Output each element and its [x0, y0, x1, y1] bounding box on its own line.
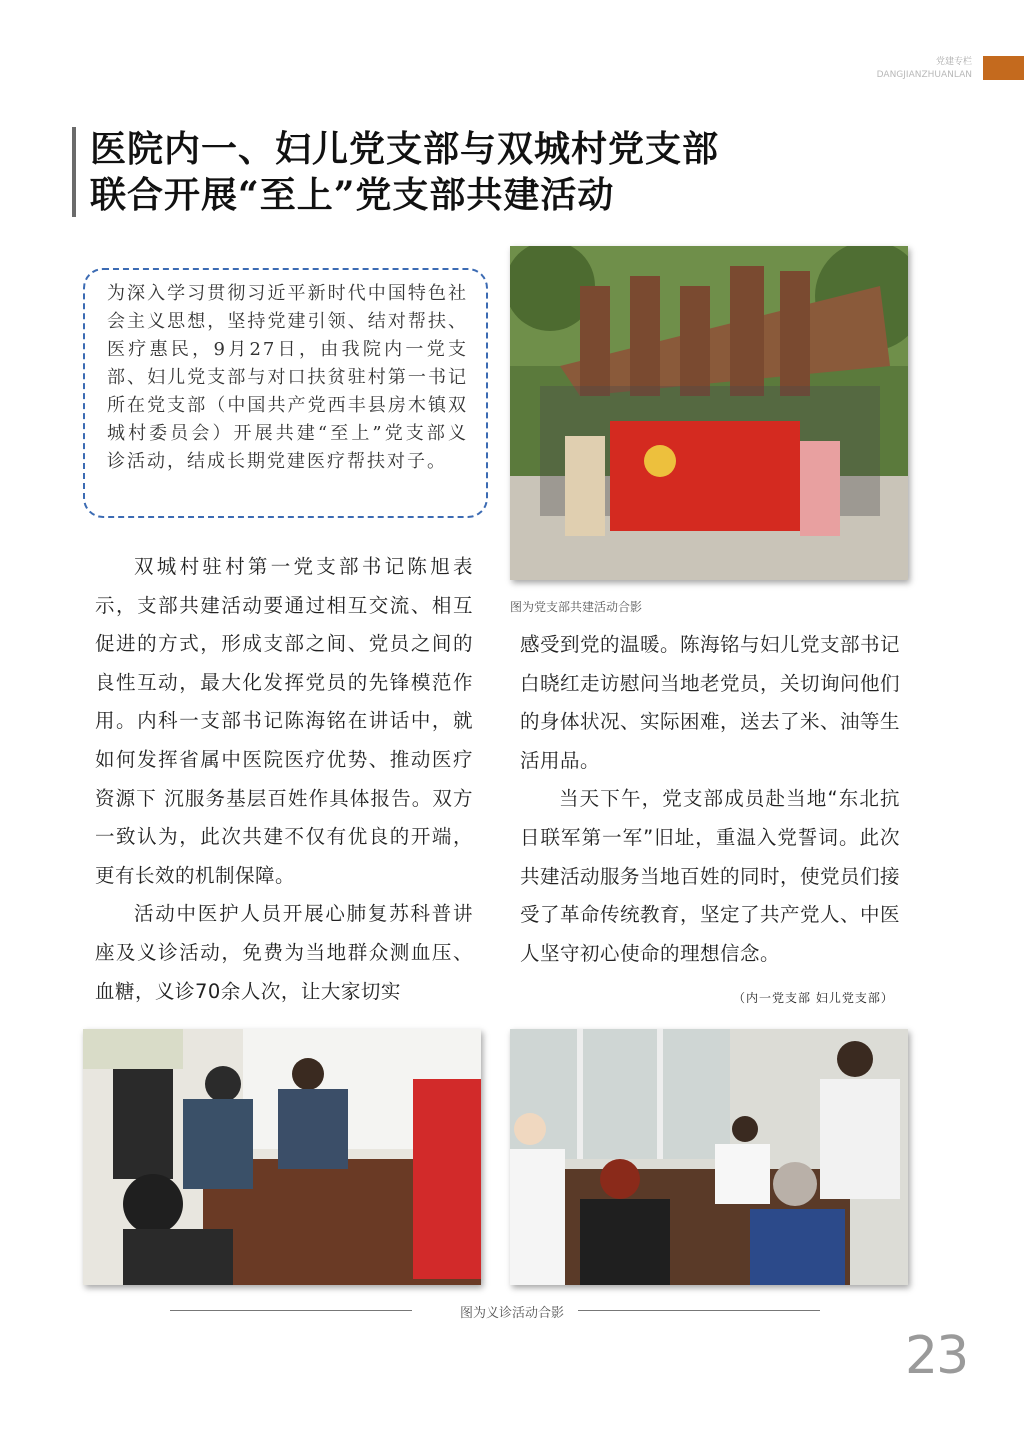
article-title [90, 126, 719, 218]
section-name-cn: 党建专栏 [935, 57, 972, 67]
title-accent-bar [72, 127, 76, 217]
body-paragraph: 双城村驻村第一党支部书记陈旭表示，支部共建活动要通过相互交流、相互促进的方式，形成支部之间、党员之间的良性互动，最大化发挥党员的先锋模范作用。内科一支部书记陈海铭在讲话中，就如何发挥省属中医院医疗优势、推动医疗资源下 沉服务基层百姓作具体报告。双方一致认为，此次共建不仅有优良的开端，更有长效的机制保障。 [95, 555, 473, 887]
group-photo [510, 246, 908, 580]
group-photo-caption: 图为党支部共建活动合影 [510, 600, 643, 614]
page-number: 23 [905, 1326, 968, 1386]
section-header [877, 56, 972, 82]
intro-text: 为深入学习贯彻习近平新时代中国特色社会主义思想，坚持党建引领、结对帮扶、医疗惠民，9月27日，由我院内一党支部、妇儿党支部与对口扶贫驻村第一书记所在党支部（中国共产党西丰县房木镇双城村委员会）开展共建“至上”党支部义诊活动，结成长期党建医疗帮扶对子。 [107, 283, 468, 472]
body-right-column [520, 626, 900, 973]
author-signature: （内一党支部 妇儿党支部） [733, 991, 894, 1005]
body-paragraph: 感受到党的温暖。陈海铭与妇儿党支部书记白晓红走访慰问当地老党员，关切询问他们的身体状况、实际困难，送去了米、油等生活用品。 [520, 633, 901, 772]
body-paragraph: 当天下午，党支部成员赴当地“东北抗日联军第一军”旧址，重温入党誓词。此次共建活动服务当地百姓的同时，使党员们接受了革命传统教育，坚定了共产党人、中医人坚守初心使命的理想信念。 [520, 787, 901, 965]
title-line-1: 医院内一、妇儿党支部与双城村党支部 [90, 128, 720, 170]
section-accent-bar [983, 56, 1024, 80]
caption-rule-right [578, 1310, 820, 1311]
body-left-column [95, 548, 473, 1011]
title-line-2: 联合开展“至上”党支部共建活动 [90, 174, 615, 216]
clinic-photo-left [83, 1029, 481, 1285]
clinic-photo-right [510, 1029, 908, 1285]
intro-box [83, 268, 488, 518]
body-paragraph: 活动中医护人员开展心肺复苏科普讲座及义诊活动，免费为当地群众测血压、血糖，义诊70余人次，让大家切实 [95, 902, 473, 1003]
clinic-photo-caption: 图为义诊活动合影 [459, 1306, 564, 1321]
section-name-en: DANGJIANZHUANLAN [876, 70, 972, 80]
